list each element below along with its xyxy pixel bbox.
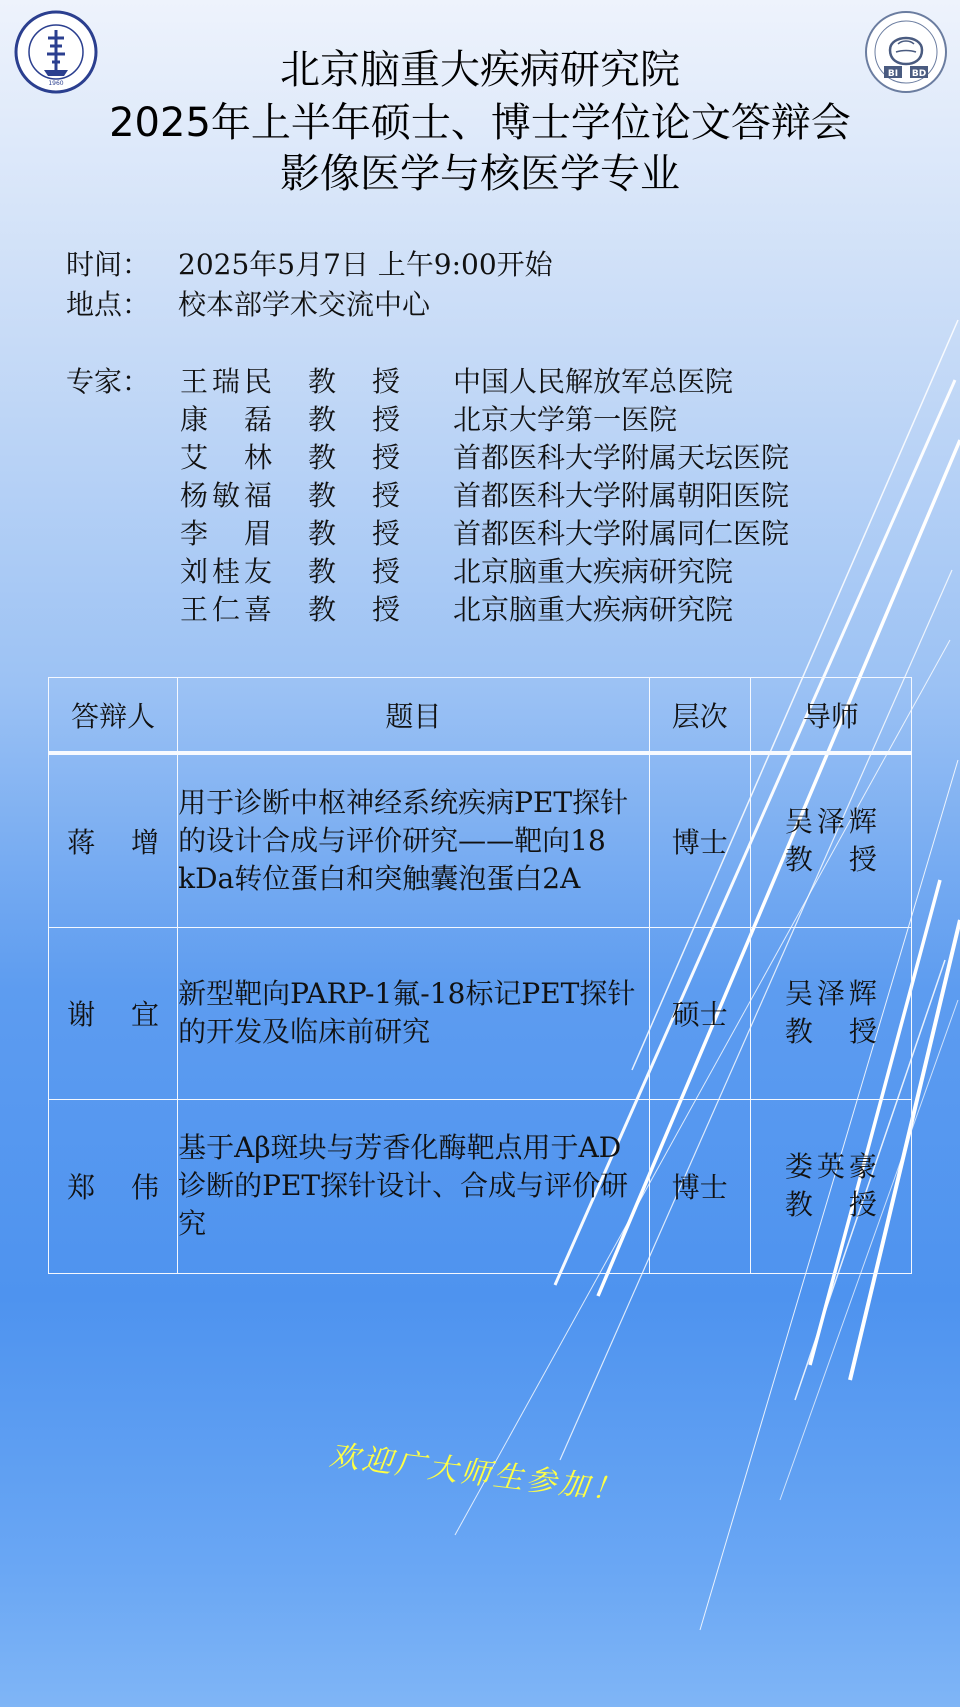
candidate-name: 郑伟 bbox=[67, 1171, 160, 1204]
table-row bbox=[49, 1099, 912, 1273]
candidate-cell bbox=[49, 927, 178, 1099]
expert-institution: 北京大学第一医院 bbox=[453, 403, 678, 436]
expert-name: 杨敏福 bbox=[180, 479, 272, 512]
advisor-cell bbox=[750, 753, 911, 927]
expert-title: 教授 bbox=[308, 517, 400, 550]
header-name: 答辩人 bbox=[49, 678, 178, 754]
expert-title: 教授 bbox=[308, 365, 400, 398]
table-row bbox=[49, 753, 912, 927]
topic-cell: 基于Aβ斑块与芳香化酶靶点用于AD诊断的PET探针设计、合成与评价研究 bbox=[178, 1099, 650, 1273]
header-topic: 题目 bbox=[178, 678, 650, 754]
expert-name: 艾林 bbox=[180, 441, 272, 474]
level-cell: 硕士 bbox=[649, 927, 750, 1099]
place-label: 地点： bbox=[66, 288, 151, 321]
advisor-name: 吴泽辉 bbox=[784, 804, 877, 838]
expert-name: 王仁喜 bbox=[180, 593, 272, 626]
expert-name: 康磊 bbox=[180, 403, 272, 436]
title-line-1: 北京脑重大疾病研究院 bbox=[280, 47, 680, 93]
expert-name: 李眉 bbox=[180, 517, 272, 550]
expert-institution: 北京脑重大疾病研究院 bbox=[453, 593, 734, 626]
candidate-name: 谢宜 bbox=[67, 998, 160, 1031]
advisor-name: 吴泽辉 bbox=[784, 977, 877, 1010]
table-row bbox=[49, 927, 912, 1099]
welcome-message: 欢迎广大师生参加！ bbox=[327, 1438, 627, 1510]
expert-title: 教授 bbox=[308, 403, 400, 436]
advisor-title: 教授 bbox=[784, 1015, 877, 1048]
time-label: 时间： bbox=[66, 248, 151, 281]
advisor-title: 教授 bbox=[784, 1188, 877, 1221]
topic-cell: 新型靶向PARP-1氟-18标记PET探针的开发及临床前研究 bbox=[178, 927, 650, 1099]
level-cell: 博士 bbox=[649, 1099, 750, 1273]
expert-institution: 中国人民解放军总医院 bbox=[453, 365, 734, 398]
time-value: 2025年5月7日 上午9:00开始 bbox=[178, 248, 553, 281]
level-cell: 博士 bbox=[649, 753, 750, 927]
advisor-title: 教授 bbox=[784, 842, 877, 876]
advisor-cell bbox=[750, 927, 911, 1099]
advisor-name: 娄英豪 bbox=[784, 1150, 877, 1183]
expert-title: 教授 bbox=[308, 441, 400, 474]
header-level: 层次 bbox=[649, 678, 750, 754]
advisor-cell bbox=[750, 1099, 911, 1273]
experts-label: 专家： bbox=[66, 365, 151, 398]
defense-schedule-table bbox=[48, 677, 912, 1274]
svg-text:1960: 1960 bbox=[48, 80, 64, 87]
expert-name: 王瑞民 bbox=[180, 365, 272, 398]
candidate-name: 蒋增 bbox=[67, 825, 160, 859]
candidate-cell bbox=[49, 1099, 178, 1273]
title-line-2: 2025年上半年硕士、博士学位论文答辩会 bbox=[109, 100, 851, 146]
table-header-row bbox=[49, 678, 912, 754]
expert-name: 刘桂友 bbox=[180, 555, 272, 588]
svg-text:BI: BI bbox=[887, 69, 899, 79]
topic-cell: 用于诊断中枢神经系统疾病PET探针的设计合成与评价研究——靶向18 kDa转位蛋白和突触囊泡蛋白2A bbox=[178, 753, 650, 927]
expert-institution: 首都医科大学附属天坛医院 bbox=[453, 441, 790, 474]
expert-title: 教授 bbox=[308, 593, 400, 626]
expert-institution: 首都医科大学附属同仁医院 bbox=[453, 517, 790, 550]
title-line-3: 影像医学与核医学专业 bbox=[280, 151, 680, 197]
expert-institution: 首都医科大学附属朝阳医院 bbox=[453, 479, 790, 512]
place-value: 校本部学术交流中心 bbox=[178, 288, 431, 321]
header-advisor: 导师 bbox=[750, 678, 911, 754]
candidate-cell bbox=[49, 753, 178, 927]
expert-title: 教授 bbox=[308, 479, 400, 512]
expert-title: 教授 bbox=[308, 555, 400, 588]
expert-institution: 北京脑重大疾病研究院 bbox=[453, 555, 734, 588]
svg-text:BD: BD bbox=[911, 69, 927, 79]
